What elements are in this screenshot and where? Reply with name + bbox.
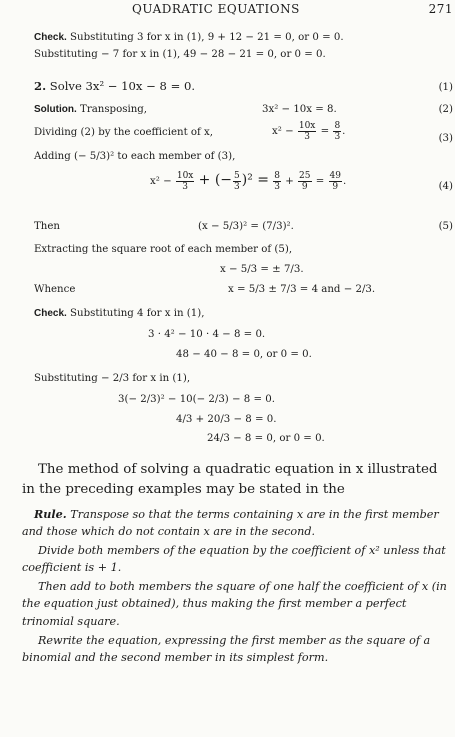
- eq4-lhs: x² −: [150, 176, 172, 187]
- check-line-2: Substituting − 7 for x in (1), 49 − 28 − 21 = 0, or 0 = 0.: [34, 49, 326, 60]
- eq4-equals: =: [315, 176, 325, 187]
- check2-line-3: 3(− 2/3)² − 10(− 2/3) − 8 = 0.: [118, 394, 276, 405]
- eq3-frac1-den: 3: [304, 131, 310, 142]
- check2-line-1: 3 · 4² − 10 · 4 − 8 = 0.: [148, 329, 266, 340]
- eq4-fraction-1: [176, 171, 195, 192]
- check-label: Check.: [34, 32, 67, 43]
- rule-paragraph-3: Then add to both members the square of one half the coefficient of x (in the equation just obtained), thus making the first member a perfect trinomial square.: [22, 580, 447, 628]
- eq4-fraction-5: [329, 171, 342, 192]
- eq4-fraction-4: [298, 171, 311, 192]
- equation-number-1: (1): [438, 82, 453, 93]
- equation-4: [150, 166, 346, 196]
- check2-intro-2: Substituting − 2/3 for x in (1),: [34, 373, 191, 384]
- method-paragraph: The method of solving a quadratic equation in x illustrated in the preceding examples may be stated in the: [22, 462, 438, 497]
- equation-number-4: (4): [438, 181, 453, 192]
- dividing-text: Dividing (2) by the coefficient of x,: [34, 127, 214, 138]
- equation-2: 3x² − 10x = 8.: [262, 104, 337, 115]
- check2-line: [34, 307, 204, 320]
- eq3-lhs: x² −: [272, 126, 294, 137]
- eq4-plus-2: +: [285, 176, 294, 187]
- eq4-f1-num: 10x: [176, 170, 194, 181]
- check2-label: Check.: [34, 308, 67, 319]
- equation-3: [272, 118, 345, 146]
- rule-paragraph-1: [22, 506, 454, 541]
- equation-number-5: (5): [438, 221, 453, 232]
- eq4-f3-den: 3: [274, 181, 280, 192]
- eq4-f5-den: 9: [332, 181, 339, 192]
- page-number: 271: [428, 2, 453, 16]
- eq3-fraction-2: [333, 121, 341, 142]
- equation-5: (x − 5/3)² = (7/3)².: [198, 221, 294, 232]
- running-header: [0, 2, 455, 16]
- rule-paragraph-2: Divide both members of the equation by the coefficient of x² unless that coefficient is + 1.: [22, 544, 446, 575]
- check-text: Substituting 3 for x in (1), 9 + 12 − 21 = 0, or 0 = 0.: [70, 32, 344, 43]
- eq4-fraction-2: [233, 171, 241, 192]
- equation-6: x − 5/3 = ± 7/3.: [220, 264, 304, 275]
- adding-text: Adding (− 5/3)² to each member of (3),: [34, 151, 236, 162]
- eq3-frac2-den: 3: [334, 131, 341, 142]
- check2-line-5: 24/3 − 8 = 0, or 0 = 0.: [207, 433, 325, 444]
- eq3-frac1-num: 10x: [298, 120, 316, 131]
- whence-text: Whence: [34, 284, 76, 295]
- chapter-title: QUADRATIC EQUATIONS: [132, 2, 300, 16]
- rule-text-1: Transpose so that the terms containing x are in the first member and those which do not contain x are in the second.: [22, 508, 439, 539]
- rule-label: Rule.: [34, 507, 67, 521]
- equation-number-3: (3): [438, 133, 453, 144]
- eq4-f2-num: 5: [234, 170, 240, 181]
- eq4-f2-den: 3: [234, 181, 240, 192]
- eq4-close: )² =: [241, 172, 270, 188]
- solution-line: [34, 103, 147, 116]
- then-text: Then: [34, 221, 60, 232]
- example-text: Solve 3x² − 10x − 8 = 0.: [49, 79, 196, 93]
- equation-number-2: (2): [438, 104, 453, 115]
- solution-label: Solution.: [34, 104, 77, 115]
- eq3-fraction-1: [298, 121, 317, 142]
- eq4-f4-num: 25: [299, 170, 311, 181]
- check2-intro: Substituting 4 for x in (1),: [70, 308, 205, 319]
- eq3-equals: =: [320, 126, 330, 137]
- eq4-f5-num: 49: [329, 170, 341, 181]
- eq4-plus: + (−: [198, 172, 233, 188]
- eq3-end: .: [342, 126, 346, 137]
- eq3-frac2-num: 8: [334, 120, 341, 131]
- check2-line-4: 4/3 + 20/3 − 8 = 0.: [176, 414, 277, 425]
- extracting-text: Extracting the square root of each member of (5),: [34, 244, 293, 255]
- transposing-text: Transposing,: [80, 104, 148, 115]
- eq4-f1-den: 3: [182, 181, 188, 192]
- eq4-end: .: [343, 176, 347, 187]
- equation-7: x = 5/3 ± 7/3 = 4 and − 2/3.: [228, 284, 376, 295]
- rule-paragraph-4: Rewrite the equation, expressing the first member as the square of a binomial and the second member in its simplest form.: [22, 634, 431, 665]
- example-number: 2.: [34, 79, 47, 93]
- eq4-f4-den: 9: [301, 181, 308, 192]
- eq4-f3-num: 8: [274, 170, 280, 181]
- eq4-fraction-3: [273, 171, 281, 192]
- check2-line-2: 48 − 40 − 8 = 0, or 0 = 0.: [176, 349, 312, 360]
- example-statement: [34, 80, 195, 93]
- check-line-1: [34, 31, 344, 44]
